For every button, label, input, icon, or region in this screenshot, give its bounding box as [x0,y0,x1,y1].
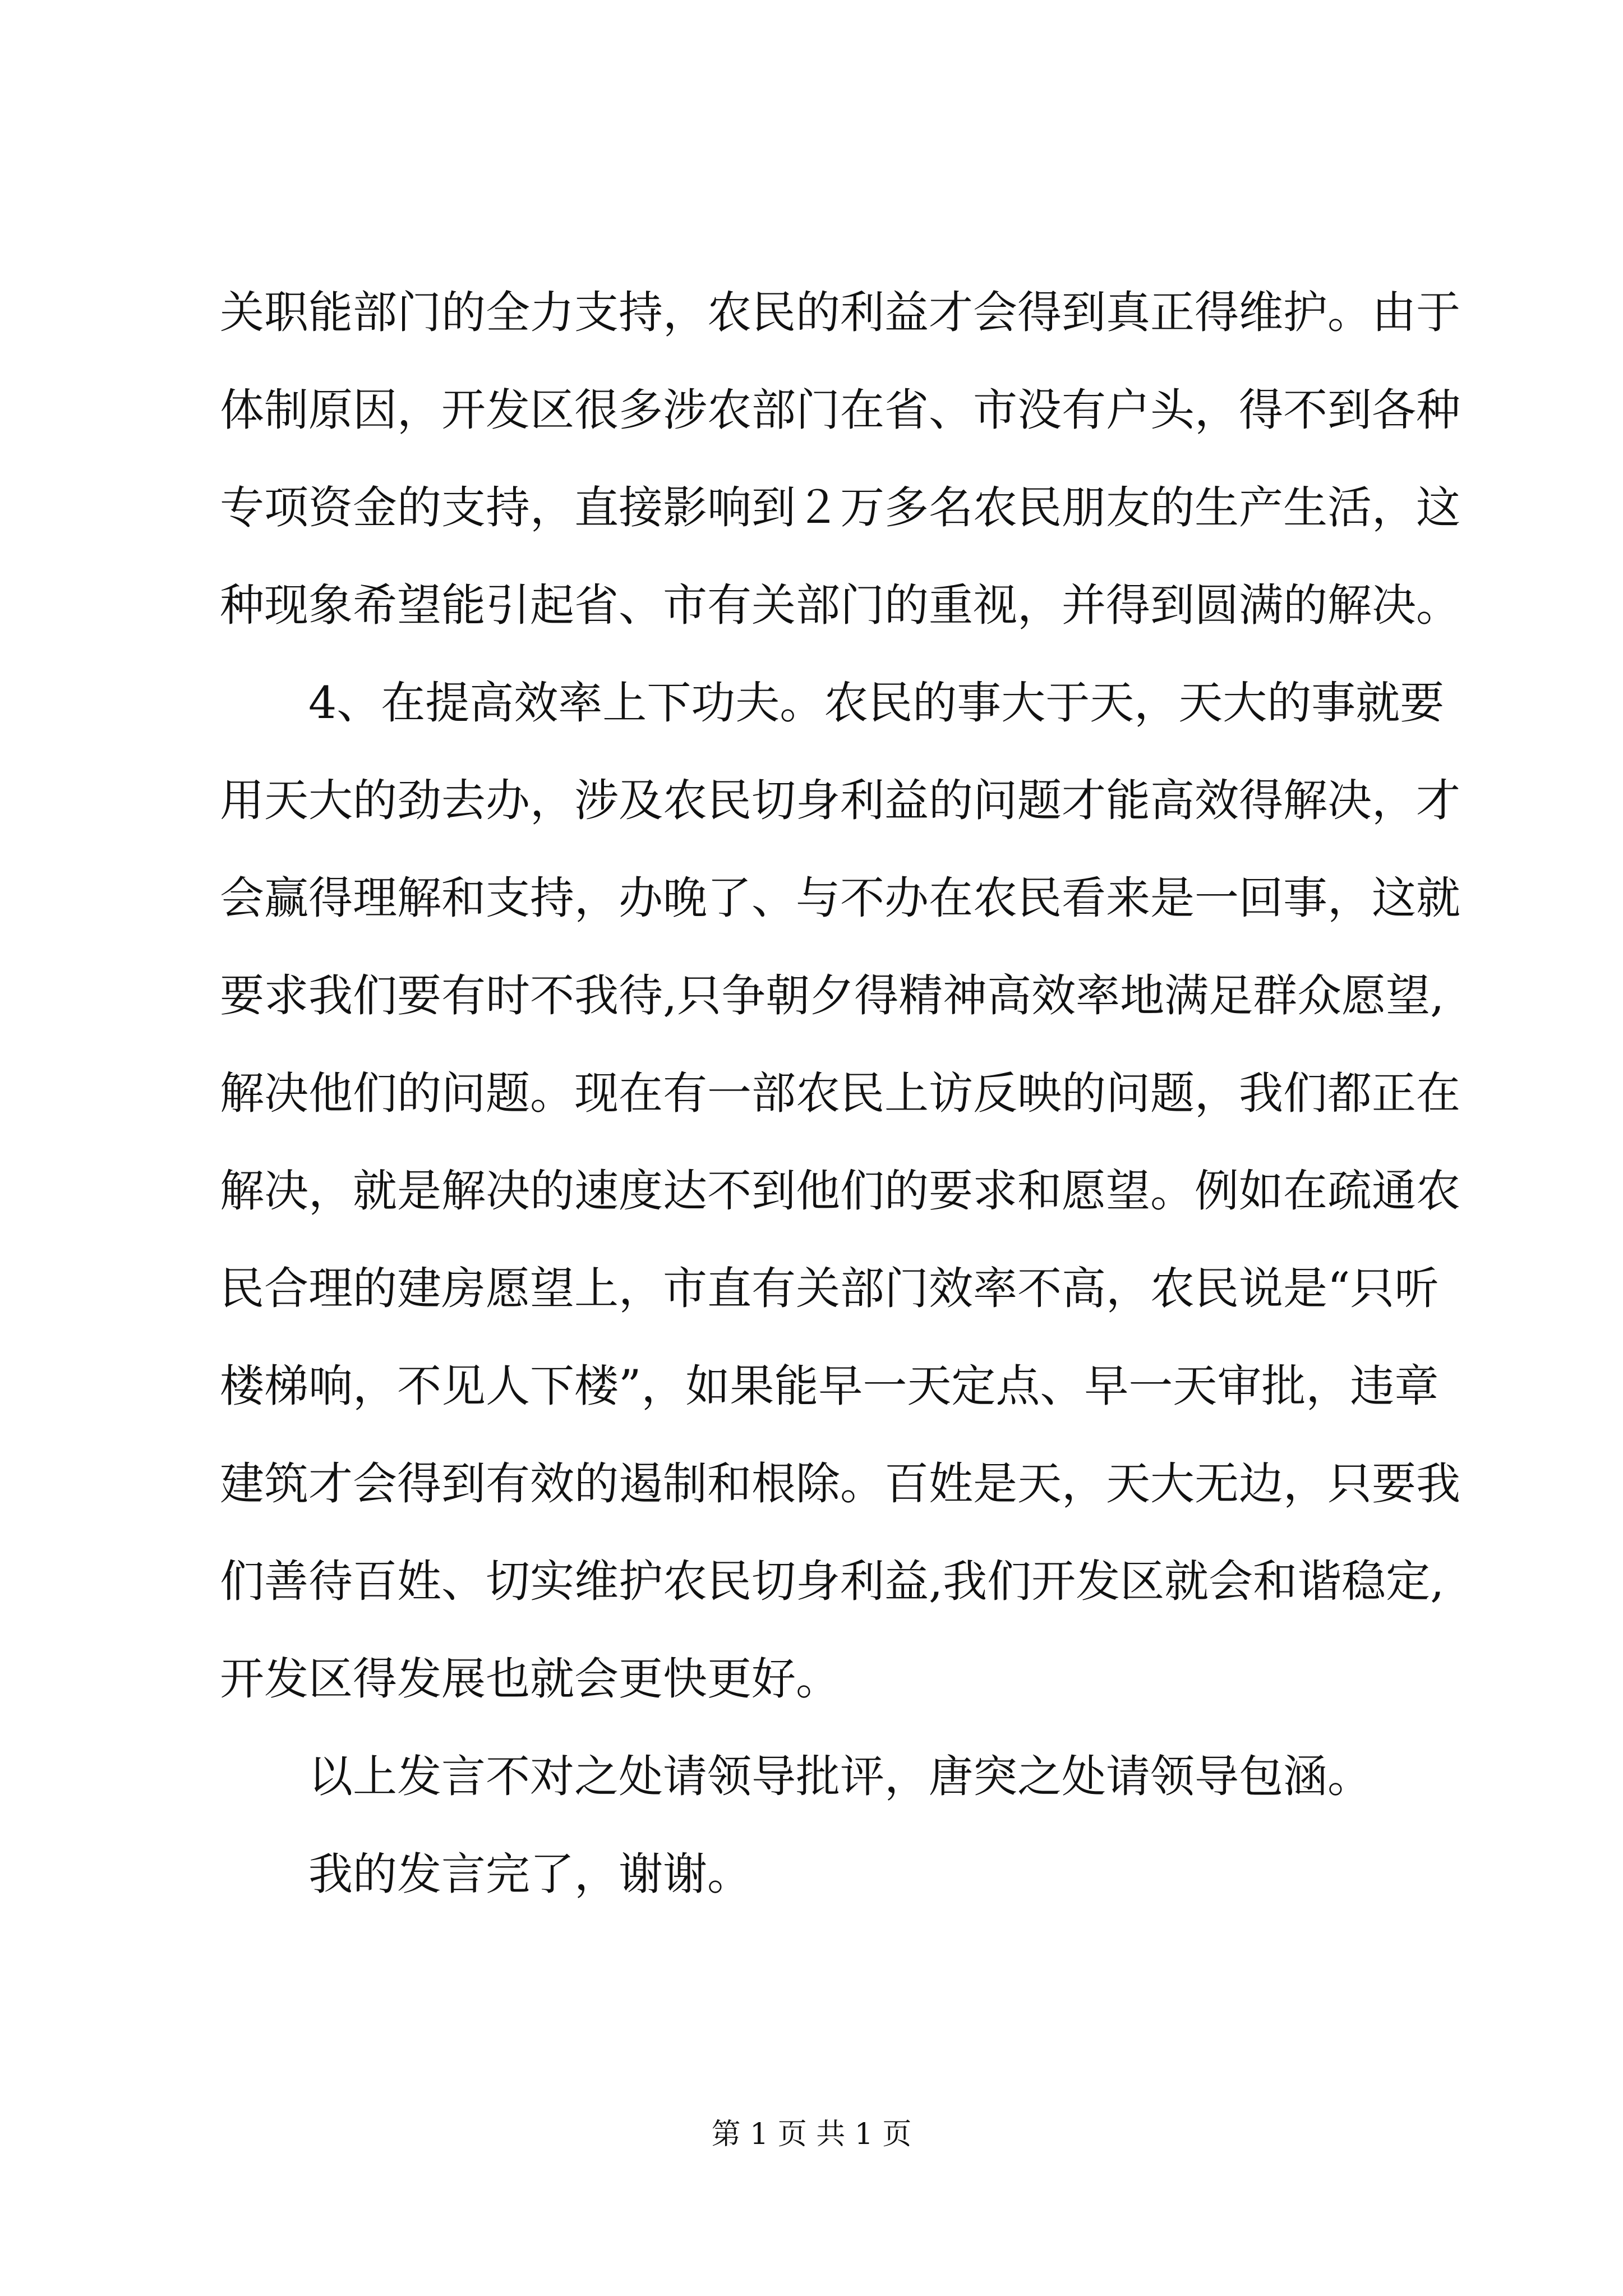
paragraph-line: 会赢得理解和支持，办晚了、与不办在农民看来是一回事，这就 [220,872,1460,924]
paragraph-line: 建筑才会得到有效的遏制和根除。百姓是天，天大无边，只要我 [220,1458,1460,1510]
paragraph-line: 们善待百姓、切实维护农民切身利益,我们开发区就会和谐稳定, [220,1556,1445,1607]
paragraph-line: 关职能部门的全力支持，农民的利益才会得到真正得维护。由于 [220,287,1460,338]
paragraph-1 [220,264,1460,654]
paragraph-4 [220,1825,1426,1923]
paragraph-line: 要求我们要有时不我待,只争朝夕得精神高效率地满足群众愿望, [220,970,1445,1022]
paragraph-line: 体制原因，开发区很多涉农部门在省、市没有户头，得不到各种 [220,384,1460,436]
paragraph-line: 用天大的劲去办，涉及农民切身利益的问题才能高效得解决，才 [220,775,1460,826]
paragraph-line: 民合理的建房愿望上，市直有关部门效率不高，农民说是“只听 [220,1263,1439,1314]
paragraph-line: 楼梯响，不见人下楼”，如果能早一天定点、早一天审批，违章 [220,1360,1439,1412]
page-footer: 第 1 页 共 1 页 [711,2118,912,2151]
paragraph-line: 4、在提高效率上下功夫。农民的事大于天，天大的事就要 [308,677,1445,729]
paragraph-line: 我的发言完了，谢谢。 [308,1848,751,1900]
document-body [220,264,1460,1923]
paragraph-line: 种现象希望能引起省、市有关部门的重视，并得到圆满的解决。 [220,579,1460,631]
paragraph-line: 解决，就是解决的速度达不到他们的要求和愿望。例如在疏通农 [220,1165,1460,1217]
paragraph-2 [220,654,1460,1728]
paragraph-line: 以上发言不对之处请领导批评，唐突之处请领导包涵。 [308,1751,1372,1802]
paragraph-line: 开发区得发展也就会更快更好。 [220,1653,840,1705]
paragraph-3 [220,1728,1426,1825]
paragraph-line: 解决他们的问题。现在有一部农民上访反映的问题，我们都正在 [220,1068,1460,1119]
paragraph-line: 专项资金的支持，直接影响到２万多名农民朋友的生产生活，这 [220,482,1460,533]
